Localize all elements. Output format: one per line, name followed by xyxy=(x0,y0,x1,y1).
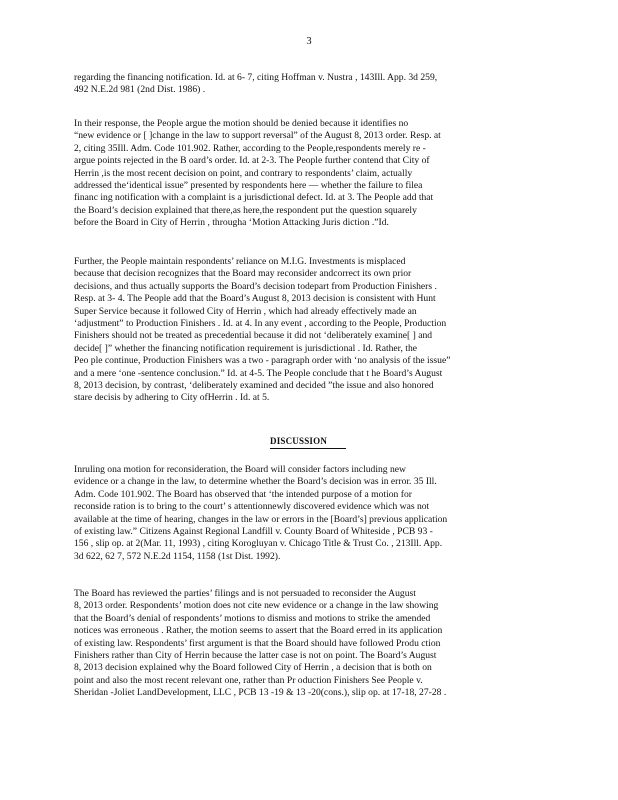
text-line: available at the time of hearing, changes in the law or errors in the [Board’s] previous application xyxy=(74,513,448,525)
text-line: reconside ration is to bring to the court’ s attentionnewly discovered evidence which was not xyxy=(74,501,430,513)
text-line: the Board’s decision explained that there,as here,the respondent put the question squarely xyxy=(74,204,417,216)
text-line: decisions, and thus actually supports the Board’s decision todepart from Production Finishers . xyxy=(74,280,437,292)
text-line: before the Board in City of Herrin , througha ‘Motion Attacking Juris diction .”Id. xyxy=(74,217,389,229)
text-line: evidence or a change in the law, to determine whether the Board’s decision was in error. 35 Ill. xyxy=(74,476,437,488)
text-line: In their response, the People argue the motion should be denied because it identifies no xyxy=(74,118,409,129)
text-line: The Board has reviewed the parties’ filings and is not persuaded to reconsider the August xyxy=(74,588,416,599)
text-line: because that decision recognizes that the Board may reconsider andcorrect its own prior xyxy=(74,268,412,280)
text-line: notices was erroneous . Rather, the motion seems to assert that the Board erred in its application xyxy=(74,625,443,637)
text-line: argue points rejected in the B oard’s order. Id. at 2-3. The People further contend that City of xyxy=(74,155,430,167)
text-line: 492 N.E.2d 981 (2nd Dist. 1986) . xyxy=(74,84,206,96)
text-line: that the Board’s denial of respondents’ motions to dismiss and motions to strike the amended xyxy=(74,612,431,624)
text-line: Adm. Code 101.902. The Board has observed that ‘the intended purpose of a motion for xyxy=(74,488,412,500)
text-line: decide[ ]” whether the financing notification requirement is jurisdictional . Id. Rather, the xyxy=(74,342,418,354)
heading-underline xyxy=(270,448,346,449)
text-line: ‘adjustment” to Production Finishers . Id. at 4. In any event , according to the People, Production xyxy=(74,318,447,330)
text-line: point and also the most recent relevant one, rather than Pr oduction Finishers See People v. xyxy=(74,674,423,686)
text-line: Peo ple continue, Production Finishers was a two - paragraph order with ‘no analysis of the issue” xyxy=(74,355,451,367)
text-line: Resp. at 3- 4. The People add that the Board’s August 8, 2013 decision is consistent with Hunt xyxy=(74,293,436,305)
text-line: Sheridan -Joliet LandDevelopment, LLC , PCB 13 -19 & 13 -20(cons.), slip op. at 17-18, 27-28 . xyxy=(74,687,447,699)
text-line: Herrin ,is the most recent decision on point, and contrary to respondents’ claim, actually xyxy=(74,167,413,179)
text-line: Inruling ona motion for reconsideration, the Board will consider factors including new xyxy=(74,464,406,475)
text-line: financ ing notification with a complaint is a jurisdictional defect. Id. at 3. The People add that xyxy=(74,192,434,204)
text-line: of existing law. Respondents’ first argument is that the Board should have followed Produ ction xyxy=(74,637,441,649)
text-line: stare decisis by adhering to City ofHerrin . Id. at 5. xyxy=(74,392,270,404)
text-line: 3d 622, 62 7, 572 N.E.2d 1154, 1158 (1st Dist. 1992). xyxy=(74,550,281,562)
text-line: 156 , slip op. at 2(Mar. 11, 1993) , citing Korogluyan v. Chicago Title & Trust Co. , 213Ill. App. xyxy=(74,538,443,550)
paragraph-4 xyxy=(74,464,532,563)
text-line: addressed the‘identical issue” presented by respondents here — whether the failure to filea xyxy=(74,180,423,192)
page-number: 3 xyxy=(306,36,312,47)
text-line: “new evidence or [ ]change in the law to support reversal” of the August 8, 2013 order. Resp. at xyxy=(74,130,441,142)
text-line: and a mere ‘one -sentence conclusion.” Id. at 4-5. The People conclude that t he Board’s August xyxy=(74,367,443,379)
section-heading: DISCUSSION xyxy=(270,436,328,446)
text-line: Finishers rather than City of Herrin because the latter case is not on point. The Board’s August xyxy=(74,650,437,662)
text-line: 8, 2013 order. Respondents’ motion does not cite new evidence or a change in the law showing xyxy=(74,600,439,612)
paragraph-3 xyxy=(74,256,532,405)
paragraph-2 xyxy=(74,118,532,230)
paragraph-1 xyxy=(74,72,532,97)
text-line: of existing law.” Citizens Against Regional Landfill v. County Board of Whiteside , PCB 93 - xyxy=(74,526,433,538)
text-line: 2, citing 35Ill. Adm. Code 101.902. Rather, according to the People,respondents merely re - xyxy=(74,142,426,154)
paragraph-5 xyxy=(74,588,532,700)
text-line: Super Service because it followed City of Herrin , which had already effectively made an xyxy=(74,305,417,317)
text-line: 8, 2013 decision, by contrast, ‘deliberately examined and decided ”the issue and also honored xyxy=(74,380,434,392)
text-line: regarding the financing notification. Id. at 6- 7, citing Hoffman v. Nustra , 143Ill. App. 3d 259, xyxy=(74,72,438,83)
text-line: 8, 2013 decision explained why the Board followed City of Herrin , a decision that is both on xyxy=(74,662,432,674)
text-line: Further, the People maintain respondents’ reliance on M.I.G. Investments is misplaced xyxy=(74,256,406,267)
text-line: Finishers should not be treated as precedential because it did not ‘deliberately examine[ ] and xyxy=(74,330,433,342)
